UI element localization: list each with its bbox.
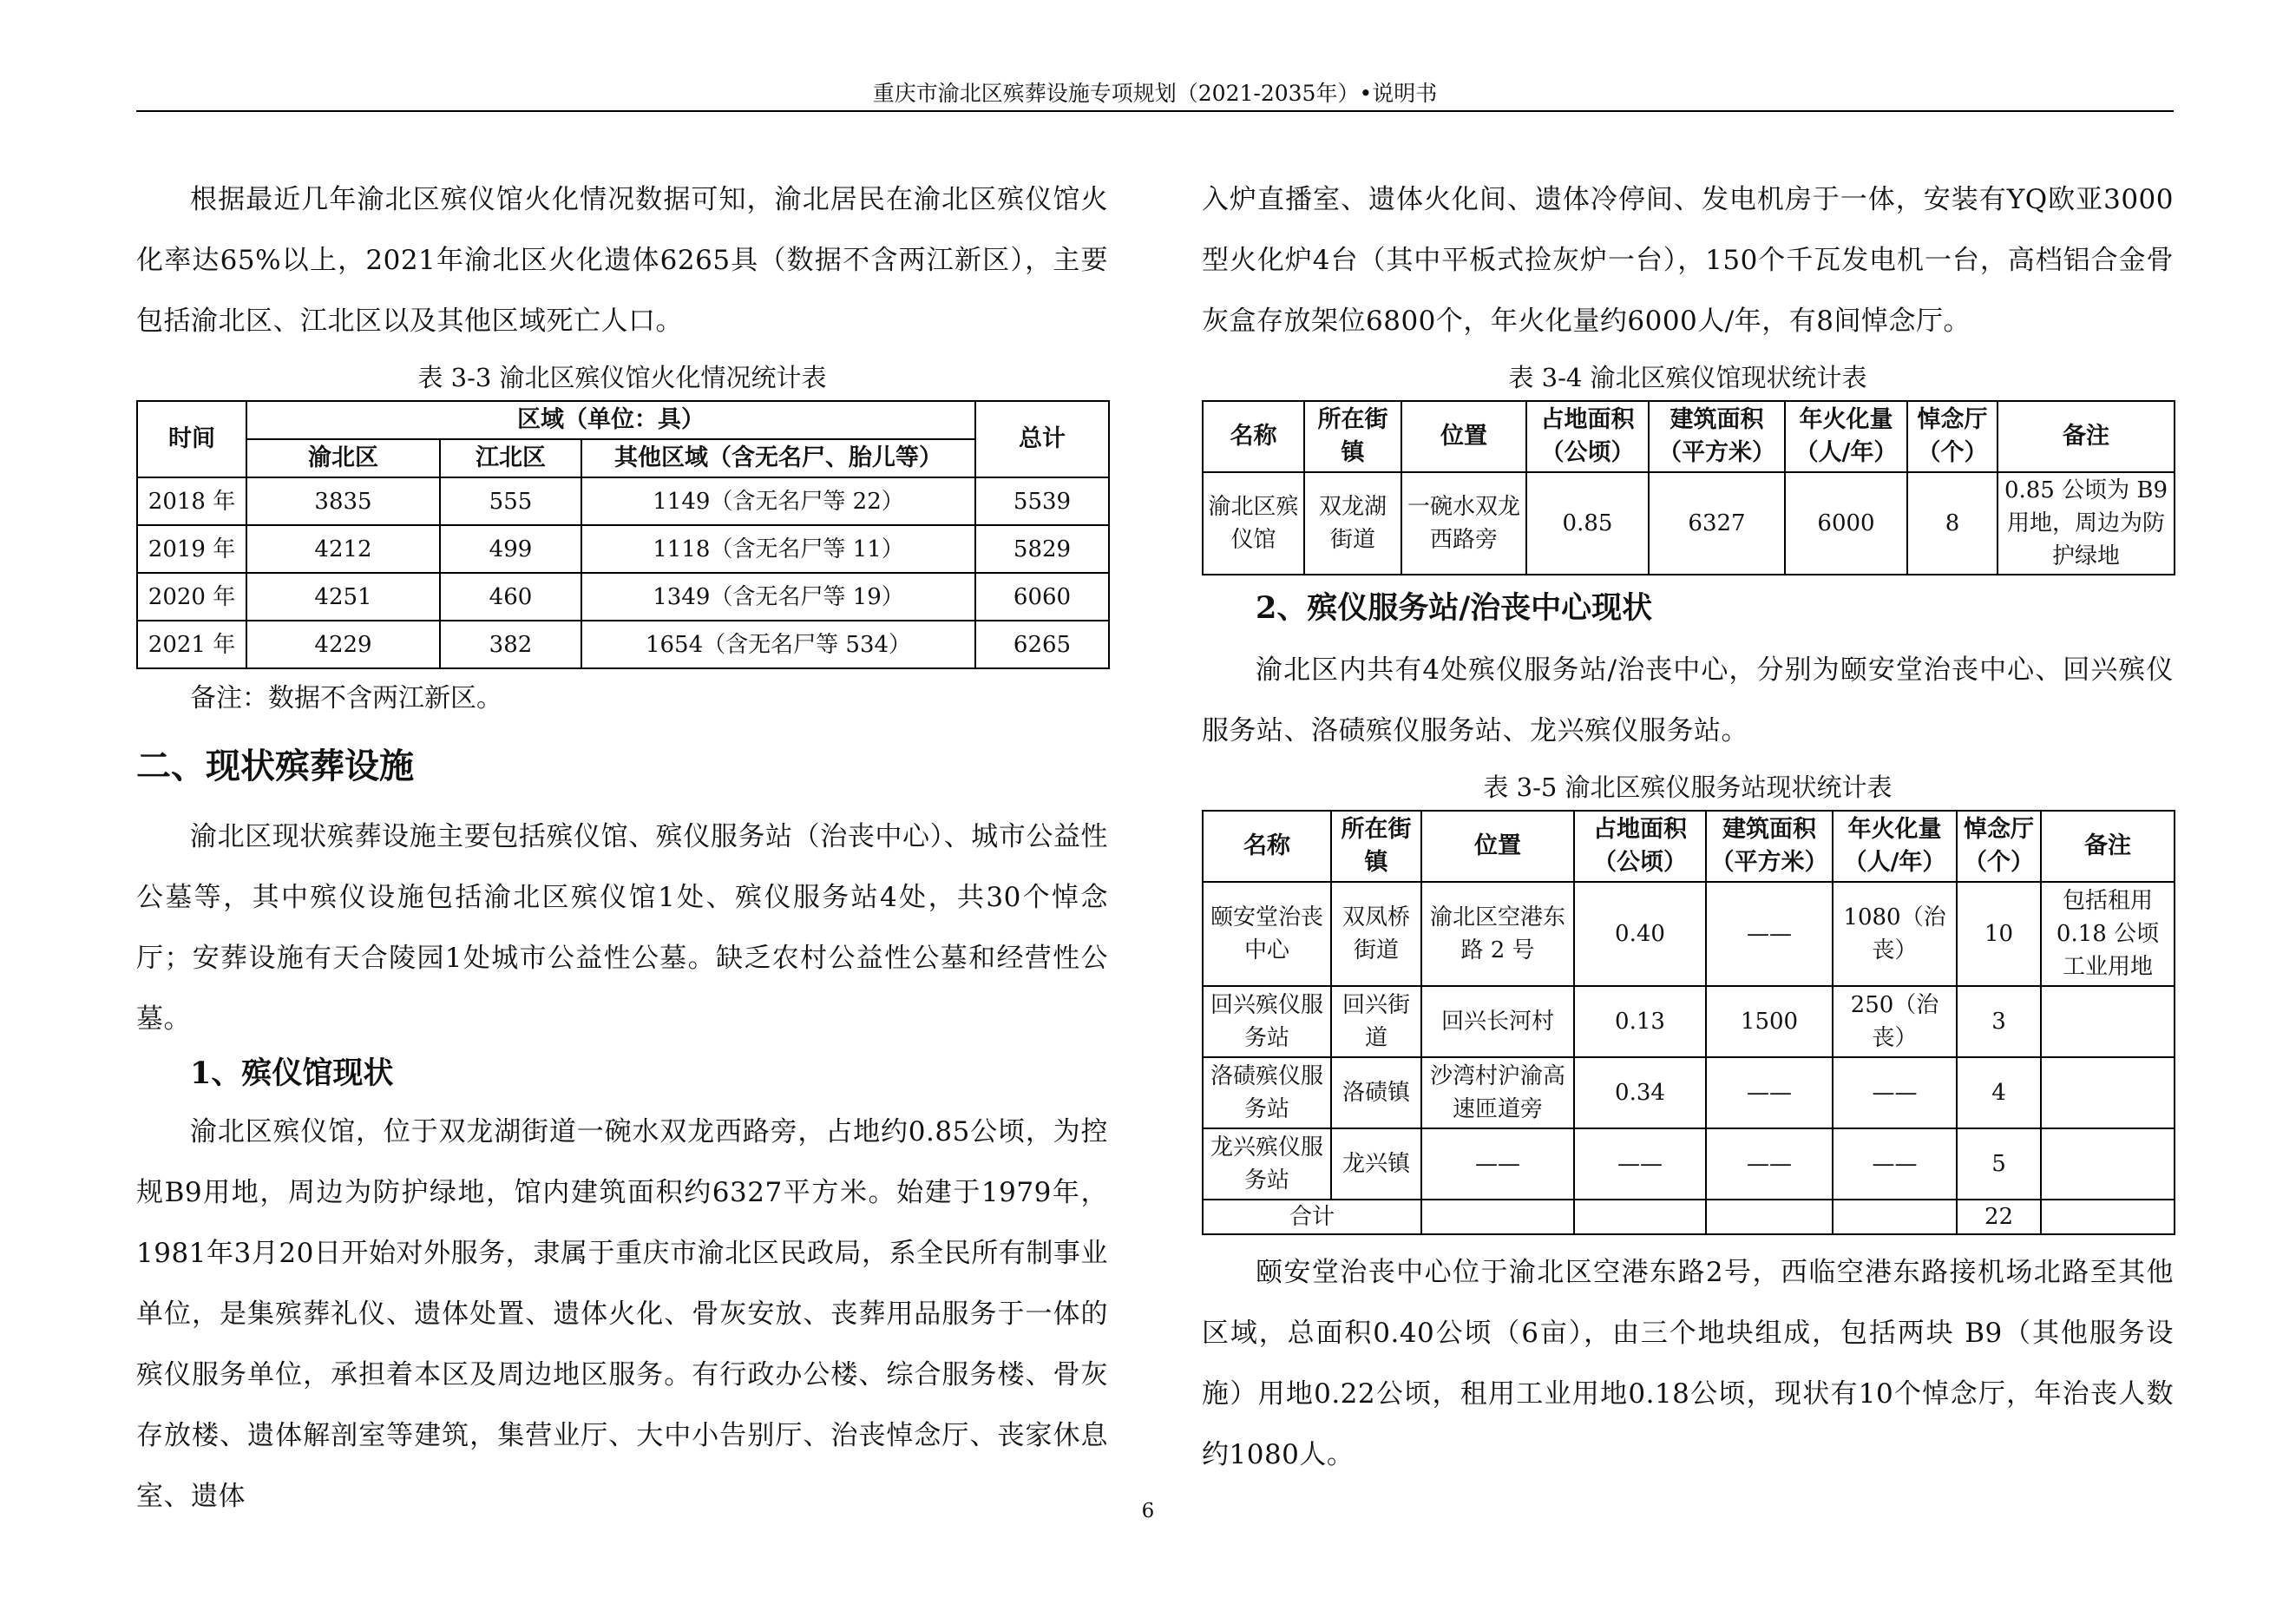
page-number: 6 — [1141, 1500, 1155, 1522]
table-cell: —— — [1574, 1128, 1706, 1200]
table-cell: 双凤桥街道 — [1331, 882, 1421, 986]
table-3-5 — [1202, 810, 2175, 1235]
table-header-cell: 所在街镇 — [1304, 401, 1401, 472]
table-row — [137, 525, 1109, 573]
table-total-row — [1203, 1200, 2175, 1234]
table-cell: 6000 — [1785, 472, 1907, 575]
table-header-cell: 年火化量（人/年） — [1833, 811, 1957, 882]
table-cell: 回兴街道 — [1331, 986, 1421, 1057]
table-cell: 382 — [440, 621, 581, 668]
table-cell: —— — [1421, 1128, 1574, 1200]
table-cell: 1654（含无名尸等 534） — [581, 621, 975, 668]
table-cell: —— — [1833, 1057, 1957, 1128]
table-header-cell: 位置 — [1421, 811, 1574, 882]
table-cell: 3835 — [246, 477, 440, 525]
table-header-cell: 名称 — [1203, 811, 1331, 882]
section-heading: 二、现状殡葬设施 — [136, 746, 414, 786]
table-cell: 2021 年 — [137, 621, 246, 668]
table-cell: —— — [1833, 1128, 1957, 1200]
table-cell: —— — [1706, 1128, 1833, 1200]
table-header-cell: 位置 — [1401, 401, 1526, 472]
table-cell — [1421, 1200, 1574, 1234]
table-cell: 2019 年 — [137, 525, 246, 573]
table-cell: 双龙湖街道 — [1304, 472, 1401, 575]
table-cell: 4212 — [246, 525, 440, 573]
left-column — [136, 169, 1108, 1527]
table-3-3-header-yubei: 渝北区 — [246, 439, 440, 477]
table-cell: 10 — [1957, 882, 2041, 986]
table-cell — [2041, 986, 2175, 1057]
table-cell: 0.13 — [1574, 986, 1706, 1057]
table-cell: 3 — [1957, 986, 2041, 1057]
table-cell: 5539 — [975, 477, 1109, 525]
table-cell: 1349（含无名尸等 19） — [581, 573, 975, 621]
table-header-cell: 建筑面积（平方米） — [1706, 811, 1833, 882]
table-cell: 0.85 — [1526, 472, 1649, 575]
table-3-3-header-region: 区域（单位：具） — [246, 401, 975, 439]
table-cell: 0.85 公顷为 B9 用地，周边为防护绿地 — [1998, 472, 2175, 575]
table-cell: 回兴殡仪服务站 — [1203, 986, 1331, 1057]
table-cell — [2041, 1128, 2175, 1200]
table-cell: 1500 — [1706, 986, 1833, 1057]
table-3-3-header-other: 其他区域（含无名尸、胎儿等） — [581, 439, 975, 477]
table-cell: —— — [1706, 882, 1833, 986]
table-cell: 渝北区殡仪馆 — [1203, 472, 1304, 575]
table-header-cell: 建筑面积（平方米） — [1649, 401, 1785, 472]
table-header-cell: 年火化量（人/年） — [1785, 401, 1907, 472]
table-header-cell: 悼念厅（个） — [1957, 811, 2041, 882]
table-row — [1203, 1128, 2175, 1200]
paragraph-service-stations: 渝北区内共有4处殡仪服务站/治丧中心，分别为颐安堂治丧中心、回兴殡仪服务站、洛碛殡仪服务站、龙兴殡仪服务站。 — [1202, 654, 2174, 746]
table-total-label: 合计 — [1203, 1200, 1421, 1234]
table-header-cell: 备注 — [1998, 401, 2175, 472]
table-3-3-header-total: 总计 — [975, 401, 1109, 477]
table-cell: 5829 — [975, 525, 1109, 573]
table-cell: 4 — [1957, 1057, 2041, 1128]
table-row — [1203, 472, 2175, 575]
subsection-heading-service-stations: 2、殡仪服务站/治丧中心现状 — [1256, 590, 1653, 626]
table-cell: 一碗水双龙西路旁 — [1401, 472, 1526, 575]
paragraph-yiantang: 颐安堂治丧中心位于渝北区空港东路2号，西临空港东路接机场北路至其他区域，总面积0.40公顷（6亩），由三个地块组成，包括两块 B9（其他服务设施）用地0.22公顷，租用工业用地0.18公顷，现状有10个悼念厅，年治丧人数约1080人。 — [1202, 1257, 2174, 1470]
table-cell: 回兴长河村 — [1421, 986, 1574, 1057]
table-total-value: 22 — [1957, 1200, 2041, 1234]
table-3-5-caption: 表 3-5 渝北区殡仪服务站现状统计表 — [1483, 773, 1893, 802]
table-cell: 5 — [1957, 1128, 2041, 1200]
table-header-cell: 占地面积（公顷） — [1574, 811, 1706, 882]
table-cell: 洛碛镇 — [1331, 1057, 1421, 1128]
table-cell: 2018 年 — [137, 477, 246, 525]
table-row — [137, 477, 1109, 525]
subsection-heading-funeral-home: 1、殡仪馆现状 — [190, 1055, 394, 1091]
running-header: 重庆市渝北区殡葬设施专项规划（2021-2035年）•说明书 — [872, 81, 1438, 106]
table-cell: 460 — [440, 573, 581, 621]
right-column — [1202, 169, 2174, 1485]
table-cell: 沙湾村沪渝高速匝道旁 — [1421, 1057, 1574, 1128]
table-cell: 6265 — [975, 621, 1109, 668]
table-cell — [1833, 1200, 1957, 1234]
table-3-4 — [1202, 400, 2175, 575]
table-header-cell: 备注 — [2041, 811, 2175, 882]
table-3-4-caption: 表 3-4 渝北区殡仪馆现状统计表 — [1508, 363, 1867, 392]
paragraph-funeral-home-continued: 入炉直播室、遗体火化间、遗体冷停间、发电机房于一体，安装有YQ欧亚3000型火化炉4台（其中平板式捡灰炉一台），150个千瓦发电机一台，高档铝合金骨灰盒存放架位6800个，年火化量约6000人/年，有8间悼念厅。 — [1202, 184, 2174, 337]
table-row — [1203, 882, 2175, 986]
table-cell: 洛碛殡仪服务站 — [1203, 1057, 1331, 1128]
table-row — [137, 573, 1109, 621]
table-header-cell: 所在街镇 — [1331, 811, 1421, 882]
table-row — [137, 621, 1109, 668]
table-cell: 499 — [440, 525, 581, 573]
table-cell — [2041, 1200, 2175, 1234]
table-note: 备注：数据不含两江新区。 — [190, 683, 502, 713]
table-cell: 1118（含无名尸等 11） — [581, 525, 975, 573]
table-header-cell: 占地面积（公顷） — [1526, 401, 1649, 472]
table-cell: 龙兴镇 — [1331, 1128, 1421, 1200]
table-cell: 包括租用 0.18 公顷工业用地 — [2041, 882, 2175, 986]
table-cell: 6327 — [1649, 472, 1785, 575]
table-cell: 0.34 — [1574, 1057, 1706, 1128]
table-3-3-header-jiangbei: 江北区 — [440, 439, 581, 477]
table-cell — [1574, 1200, 1706, 1234]
paragraph-cremation-rate: 根据最近几年渝北区殡仪馆火化情况数据可知，渝北居民在渝北区殡仪馆火化率达65%以上，2021年渝北区火化遗体6265具（数据不含两江新区），主要包括渝北区、江北区以及其他区域死亡人口。 — [136, 184, 1108, 337]
table-cell — [1706, 1200, 1833, 1234]
table-3-3-header-time: 时间 — [137, 401, 246, 477]
table-cell: 8 — [1907, 472, 1998, 575]
table-cell: 6060 — [975, 573, 1109, 621]
table-cell: 颐安堂治丧中心 — [1203, 882, 1331, 986]
table-cell: 渝北区空港东路 2 号 — [1421, 882, 1574, 986]
table-cell: 0.40 — [1574, 882, 1706, 986]
table-3-3-caption: 表 3-3 渝北区殡仪馆火化情况统计表 — [417, 363, 827, 392]
table-row — [1203, 986, 2175, 1057]
paragraph-facilities-overview: 渝北区现状殡葬设施主要包括殡仪馆、殡仪服务站（治丧中心）、城市公益性公墓等，其中殡仪设施包括渝北区殡仪馆1处、殡仪服务站4处，共30个悼念厅；安葬设施有天合陵园1处城市公益性公墓。缺乏农村公益性公墓和经营性公墓。 — [136, 821, 1108, 1035]
table-header-cell: 名称 — [1203, 401, 1304, 472]
header-rule — [136, 110, 2174, 112]
table-cell — [2041, 1057, 2175, 1128]
table-cell: 2020 年 — [137, 573, 246, 621]
table-cell: 555 — [440, 477, 581, 525]
table-cell: 250（治丧） — [1833, 986, 1957, 1057]
table-header-cell: 悼念厅（个） — [1907, 401, 1998, 472]
table-cell: 龙兴殡仪服务站 — [1203, 1128, 1331, 1200]
table-3-3 — [136, 400, 1110, 669]
table-cell: 4251 — [246, 573, 440, 621]
table-cell: —— — [1706, 1057, 1833, 1128]
paragraph-funeral-home: 渝北区殡仪馆，位于双龙湖街道一碗水双龙西路旁，占地约0.85公顷，为控规B9用地，周边为防护绿地，馆内建筑面积约6327平方米。始建于1979年，1981年3月20日开始对外服务，隶属于重庆市渝北区民政局，系全民所有制事业单位，是集殡葬礼仪、遗体处置、遗体火化、骨灰安放、丧葬用品服务于一体的殡仪服务单位，承担着本区及周边地区服务。有行政办公楼、综合服务楼、骨灰存放楼、遗体解剖室等建筑，集营业厅、大中小告别厅、治丧悼念厅、丧家休息室、遗体 — [136, 1116, 1108, 1512]
table-row — [1203, 1057, 2175, 1128]
table-cell: 4229 — [246, 621, 440, 668]
table-cell: 1149（含无名尸等 22） — [581, 477, 975, 525]
table-cell: 1080（治丧） — [1833, 882, 1957, 986]
